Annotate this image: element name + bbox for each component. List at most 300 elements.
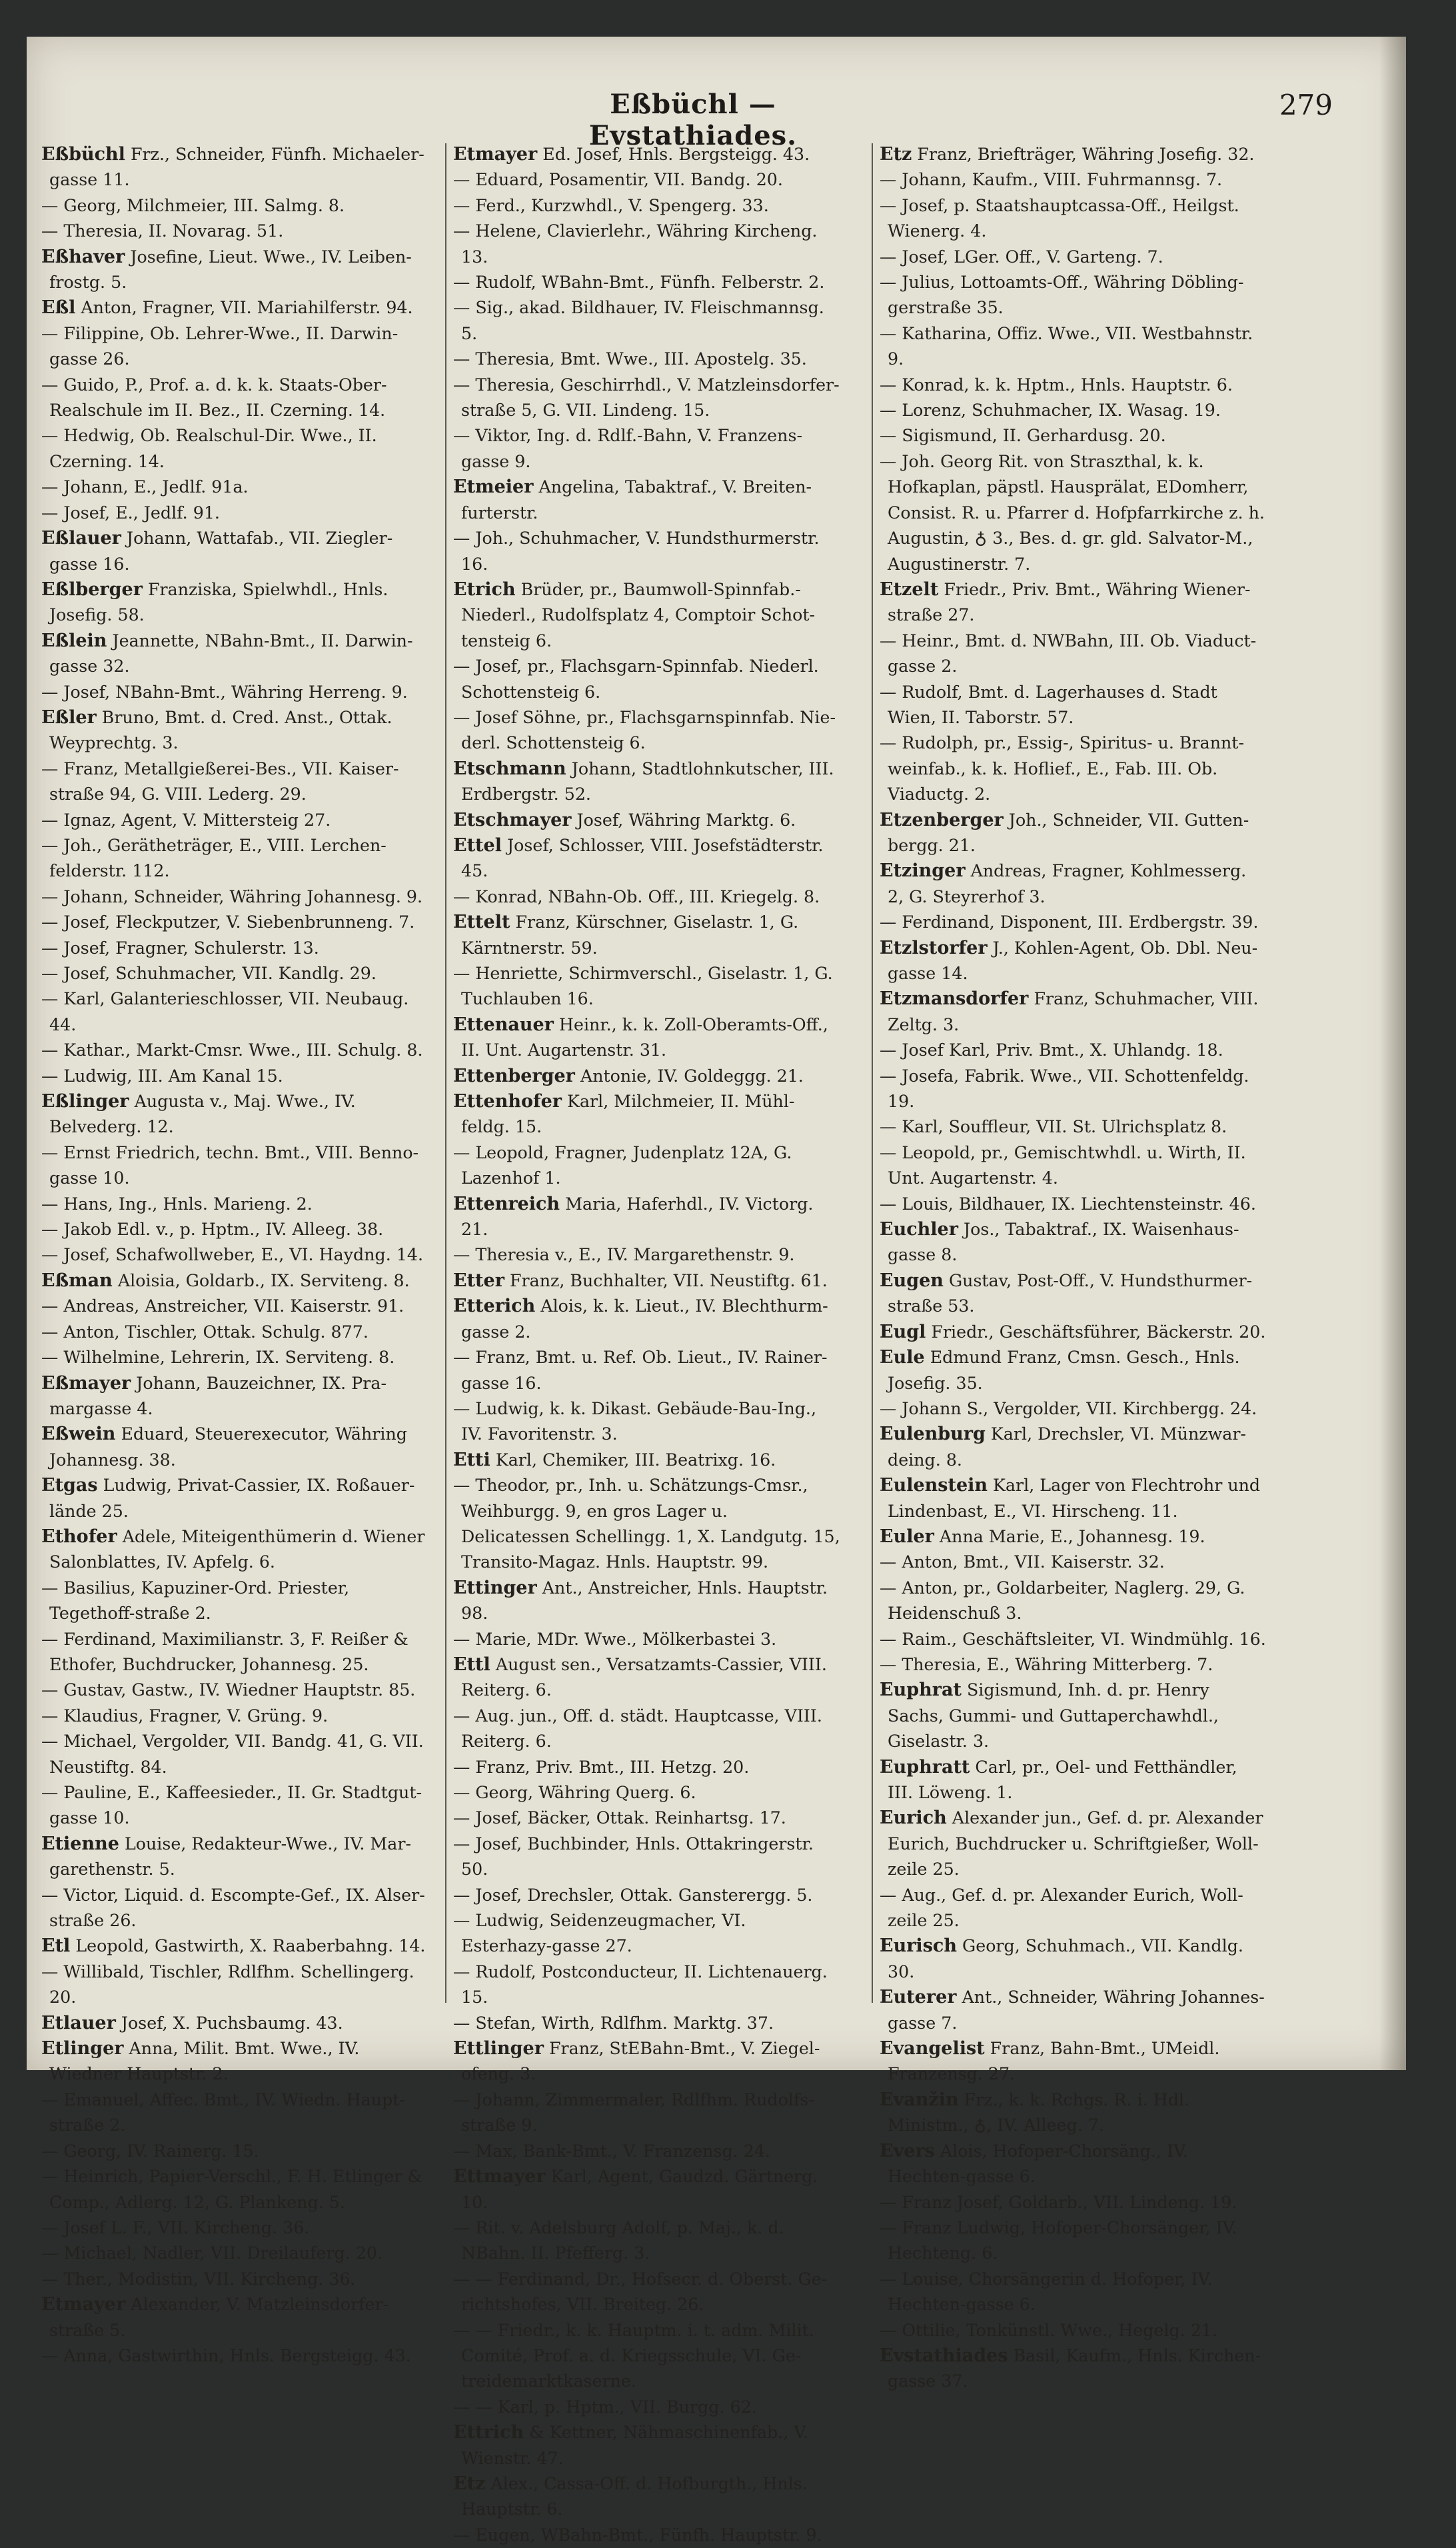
- entry-surname: Etmeier: [453, 477, 534, 498]
- entry-details: — Leopold, pr., Gemischtwhdl. u. Wirth, II. Unt. Augartenstr. 4.: [880, 1142, 1251, 1188]
- entry-surname: Eugen: [880, 1270, 944, 1291]
- directory-entry: [880, 423, 1267, 449]
- directory-entry: [453, 1089, 841, 1140]
- entry-surname: Eßhaver: [41, 246, 125, 267]
- entry-details: Basil, Kaufm., Hnls. Kirchen-gasse 37.: [888, 2345, 1261, 2391]
- directory-entry: [41, 1959, 429, 2011]
- entry-details: Alois, Hofoper-Chorsäng., IV. Hechten-gasse 6.: [888, 2141, 1193, 2187]
- directory-entry: [41, 1627, 429, 1678]
- directory-entry: [880, 1217, 1267, 1268]
- entry-surname: Etz: [880, 144, 912, 165]
- entry-surname: Etti: [453, 1449, 490, 1470]
- directory-entry: [880, 1755, 1267, 1806]
- entry-details: — Hedwig, Ob. Realschul-Dir. Wwe., II. Czerning. 14.: [41, 426, 382, 471]
- entry-details: Louise, Redakteur-Wwe., IV. Mar-garethenstr. 5.: [49, 1834, 412, 1880]
- directory-entry: [880, 142, 1267, 167]
- directory-entry: [880, 1627, 1267, 1652]
- directory-entry: [880, 858, 1267, 910]
- directory-entry: [453, 167, 841, 193]
- directory-entry: [453, 475, 841, 526]
- directory-entry: [453, 526, 841, 577]
- entry-details: — Joh., Gerätheträger, E., VIII. Lerchen-felderstr. 112.: [41, 835, 386, 881]
- directory-entry: [453, 2036, 841, 2087]
- directory-entry: [453, 347, 841, 372]
- directory-entry: [41, 295, 429, 321]
- directory-entry: [453, 2139, 841, 2164]
- directory-entry: [880, 1192, 1267, 1217]
- directory-entry: [880, 2267, 1267, 2318]
- entry-details: — Jakob Edl. v., p. Hptm., IV. Alleeg. 38.: [41, 1220, 384, 1240]
- directory-entry: [453, 2164, 841, 2215]
- entry-surname: Etzenberger: [880, 809, 1004, 830]
- directory-entry: [880, 730, 1267, 807]
- entry-details: — Franz Ludwig, Hofoper-Chorsänger, IV. Hechteng. 6.: [880, 2217, 1243, 2263]
- directory-entry: [880, 2215, 1267, 2267]
- entry-details: Sigismund, Inh. d. pr. Henry Sachs, Gummi- und Guttaperchawhdl., Giselastr. 3.: [888, 1680, 1224, 1752]
- entry-surname: Euchler: [880, 1219, 958, 1240]
- directory-entry: [41, 2139, 429, 2164]
- entry-details: — Marie, MDr. Wwe., Mölkerbastei 3.: [453, 1629, 777, 1649]
- directory-entry: [453, 2471, 841, 2523]
- directory-entry: [880, 270, 1267, 321]
- entry-details: Anna, Milit. Bmt. Wwe., IV. Wiedner Hauptstr. 2.: [49, 2039, 365, 2084]
- entry-details: Josef, Währing Marktg. 6.: [571, 810, 796, 830]
- directory-entry: [880, 2087, 1267, 2139]
- directory-entry: [41, 2292, 429, 2343]
- entry-details: Jos., Tabaktraf., IX. Waisenhaus-gasse 8.: [888, 1220, 1239, 1265]
- directory-entry: [453, 1268, 841, 1294]
- entry-surname: Evanžin: [880, 2089, 959, 2110]
- directory-entry: [880, 321, 1267, 373]
- entry-details: Alex., Cassa-Off. d. Hofburgth., Hnls. Hauptstr. 6.: [461, 2473, 813, 2519]
- entry-details: — Sig., akad. Bildhauer, IV. Fleischmannsg. 5.: [453, 298, 830, 343]
- directory-entry: [453, 756, 841, 808]
- directory-entry: [41, 1678, 429, 1703]
- entry-details: — Eduard, Posamentir, VII. Bandg. 20.: [453, 170, 783, 190]
- column-divider: [872, 143, 873, 2003]
- entry-details: — Anton, pr., Goldarbeiter, Naglerg. 29, G. Heidenschuß 3.: [880, 1578, 1251, 1624]
- entry-details: — Michael, Vergolder, VII. Bandg. 41, G. VII. Neustiftg. 84.: [41, 1732, 429, 1777]
- entry-details: — Rudolf, Postconducteur, II. Lichtenauerg. 15.: [453, 1961, 833, 2007]
- directory-entry: [880, 680, 1267, 731]
- entry-surname: Euterer: [880, 1987, 957, 2008]
- directory-entry: [453, 654, 841, 705]
- entry-details: — Georg, IV. Rainerg. 15.: [41, 2141, 259, 2161]
- entry-surname: Ettenberger: [453, 1065, 575, 1086]
- entry-details: — Ferdinand, Maximilianstr. 3, F. Reißer & Ethofer, Buchdrucker, Johannesg. 25.: [41, 1629, 414, 1674]
- directory-entry: [41, 526, 429, 577]
- directory-entry: [41, 2215, 429, 2241]
- entry-surname: Ettlinger: [453, 2038, 544, 2059]
- entry-details: & Kettner, Nähmaschinenfab., V. Wienstr. 47.: [461, 2423, 814, 2468]
- directory-entry: [453, 1064, 841, 1089]
- directory-entry: [41, 1192, 429, 1217]
- entry-details: — Sigismund, II. Gerhardusg. 20.: [880, 426, 1166, 446]
- entry-details: Augusta v., Maj. Wwe., IV. Belvederg. 12.: [49, 1092, 361, 1137]
- entry-details: — Konrad, NBahn-Ob. Off., III. Kriegelg. 8.: [453, 886, 820, 906]
- directory-entry: [453, 373, 841, 424]
- entry-details: — Anton, Bmt., VII. Kaiserstr. 32.: [880, 1552, 1165, 1572]
- directory-entry: [453, 2215, 841, 2267]
- entry-surname: Eule: [880, 1347, 925, 1368]
- entry-details: — Theodor, pr., Inh. u. Schätzungs-Cmsr., Weihburgg. 9, en gros Lager u. Delicatessen Schellingg. 1, X. Landgutg. 15, Transito-Magaz. Hnls. Hauptstr. 99.: [453, 1476, 846, 1572]
- entry-details: — Stefan, Wirth, Rdlfhm. Marktg. 37.: [453, 2013, 774, 2033]
- directory-entry: [880, 1422, 1267, 1473]
- directory-entry: [880, 373, 1267, 398]
- directory-entry: [880, 1345, 1267, 1396]
- directory-entry: [41, 833, 429, 884]
- entry-surname: Eßlinger: [41, 1091, 129, 1112]
- entry-surname: Etter: [453, 1270, 504, 1291]
- entry-surname: Etschmann: [453, 758, 566, 779]
- directory-entry: [41, 423, 429, 475]
- directory-entry: [41, 373, 429, 424]
- directory-entry: [41, 629, 429, 680]
- directory-entry: [453, 2087, 841, 2139]
- directory-entry: [453, 2395, 841, 2420]
- entry-details: — Louis, Bildhauer, IX. Liechtensteinstr. 46.: [880, 1194, 1256, 1214]
- entry-surname: Etzinger: [880, 860, 966, 882]
- directory-entry: [41, 1933, 429, 1959]
- directory-entry: [880, 1396, 1267, 1422]
- entry-surname: Eurich: [880, 1808, 947, 1829]
- directory-entry: [41, 2036, 429, 2087]
- directory-entry: [41, 577, 429, 629]
- entry-details: — Andreas, Anstreicher, VII. Kaiserstr. 91.: [41, 1296, 404, 1316]
- directory-entry: [880, 2036, 1267, 2087]
- entry-details: — Josef L. F., VII. Kircheng. 36.: [41, 2217, 310, 2237]
- entry-details: Jeannette, NBahn-Bmt., II. Darwin-gasse 32.: [49, 631, 413, 676]
- entry-details: — Josef Söhne, pr., Flachsgarnspinnfab. Nie-derl. Schottensteig 6.: [453, 707, 836, 753]
- entry-surname: Evangelist: [880, 2038, 985, 2059]
- entry-details: — Anton, Tischler, Ottak. Schulg. 877.: [41, 1322, 368, 1342]
- entry-details: J., Kohlen-Agent, Ob. Dbl. Neu-gasse 14.: [888, 938, 1258, 983]
- entry-details: — — Friedr., k. k. Hauptm. i. t. adm. Milit. Comité, Prof. a. d. Kriegsschule, VI. Ge-treidemarktkaserne.: [453, 2320, 820, 2391]
- entry-details: — Johann, E., Jedlf. 91a.: [41, 477, 249, 497]
- directory-entry: [453, 1959, 841, 2011]
- directory-entry: [880, 910, 1267, 935]
- directory-entry: [41, 936, 429, 961]
- entry-details: Franz, StEBahn-Bmt., V. Ziegel-ofeng. 3.: [461, 2039, 820, 2084]
- entry-details: — Willibald, Tischler, Rdlfhm. Schellingerg. 20.: [41, 1961, 420, 2007]
- directory-entry: [453, 193, 841, 219]
- entry-details: — Joh. Georg Rit. von Straszthal, k. k. Hofkaplan, päpstl. Hausprälat, EDomherr, Consist. R. u. Pfarrer d. Hofpfarrkirche z. h. Augustin, ♁ 3., Bes. d. gr. gld. Salvator-M., Augustinerstr. 7.: [880, 451, 1270, 574]
- directory-entry: [453, 1908, 841, 1959]
- directory-entry: [41, 1780, 429, 1832]
- entry-details: — Heinrich, Papier-Verschl., F. H. Etlinger & Comp., Adlerg. 12, G. Plankeng. 5.: [41, 2167, 428, 2212]
- directory-entry: [453, 1396, 841, 1448]
- entry-surname: Etlinger: [41, 2038, 124, 2059]
- entry-details: Heinr., k. k. Zoll-Oberamts-Off., II. Unt. Augartenstr. 31.: [461, 1014, 834, 1060]
- directory-entry: [41, 1140, 429, 1192]
- directory-entry: [41, 321, 429, 373]
- directory-entry: [880, 167, 1267, 193]
- directory-entry: [880, 577, 1267, 629]
- entry-details: Karl, Drechsler, VI. Münzwar-deing. 8.: [888, 1424, 1246, 1470]
- directory-entry: [880, 1652, 1267, 1678]
- directory-entry: [453, 219, 841, 270]
- directory-entry: [453, 1473, 846, 1576]
- entry-details: Ant., Schneider, Währing Johannes-gasse 7.: [888, 1987, 1265, 2033]
- entry-details: — Franz, Priv. Bmt., III. Hetzg. 20.: [453, 1757, 750, 1777]
- entry-details: — Filippine, Ob. Lehrer-Wwe., II. Darwin-gasse 26.: [41, 323, 398, 369]
- entry-details: Gustav, Post-Off., V. Hundsthurmer-straße 53.: [888, 1270, 1253, 1316]
- entry-details: — Josef, Bäcker, Ottak. Reinhartsg. 17.: [453, 1808, 786, 1828]
- entry-details: — Johann S., Vergolder, VII. Kirchbergg. 24.: [880, 1398, 1257, 1418]
- entry-surname: Eulenstein: [880, 1475, 988, 1496]
- entry-surname: Eßman: [41, 1270, 113, 1291]
- entry-details: Georg, Schuhmach., VII. Kandlg. 30.: [888, 1936, 1249, 1981]
- directory-entry: [41, 193, 429, 219]
- entry-details: — Johann, Zimmermaler, Rdlfhm. Rudolfs-straße 9.: [453, 2089, 814, 2135]
- directory-entry: [41, 1704, 429, 1729]
- directory-entry: [880, 1320, 1267, 1345]
- directory-entry: [453, 1448, 841, 1473]
- directory-entry: [453, 2267, 841, 2318]
- directory-entry: [41, 1268, 429, 1294]
- entry-surname: Euler: [880, 1526, 934, 1547]
- entry-details: Frz., Schneider, Fünfh. Michaeler-gasse 11.: [49, 145, 424, 190]
- directory-entry: [453, 1627, 841, 1652]
- entry-surname: Euphrat: [880, 1680, 962, 1701]
- directory-entry: [880, 398, 1267, 423]
- entry-surname: Evstathiades: [880, 2345, 1008, 2366]
- directory-entry: [41, 245, 429, 296]
- directory-entry: [880, 193, 1267, 245]
- entry-details: Josef, X. Puchsbaumg. 43.: [115, 2013, 343, 2033]
- directory-entry: [880, 2318, 1267, 2343]
- entry-details: — Josef, E., Jedlf. 91.: [41, 503, 220, 523]
- entry-surname: Etrich: [453, 579, 516, 600]
- entry-details: — Josef, Buchbinder, Hnls. Ottakringerstr. 50.: [453, 1834, 819, 1880]
- entry-details: Brüder, pr., Baumwoll-Spinnfab.-Niederl., Rudolfsplatz 4, Comptoir Schot-tensteig 6.: [461, 579, 816, 650]
- entry-details: — Ernst Friedrich, techn. Bmt., VIII. Benno-gasse 10.: [41, 1142, 419, 1188]
- directory-entry: [41, 2343, 429, 2369]
- entry-surname: Eßbüchl: [41, 144, 125, 165]
- entry-details: — Katharina, Offiz. Wwe., VII. Westbahnstr. 9.: [880, 323, 1259, 369]
- entry-surname: Eßwein: [41, 1424, 116, 1445]
- directory-entry: [453, 1652, 841, 1704]
- entry-details: — Josef, Schuhmacher, VII. Kandlg. 29.: [41, 964, 376, 983]
- directory-entry: [41, 2087, 429, 2139]
- entry-details: — Kathar., Markt-Cmsr. Wwe., III. Schulg. 8.: [41, 1040, 423, 1060]
- entry-details: — Wilhelmine, Lehrerin, IX. Serviteng. 8.: [41, 1348, 395, 1368]
- directory-entry: [41, 1064, 429, 1089]
- entry-details: — Josef, Fragner, Schulerstr. 13.: [41, 938, 319, 958]
- entry-details: — Basilius, Kapuziner-Ord. Priester, Tegethoff-straße 2.: [41, 1578, 355, 1624]
- entry-surname: Etzlstorfer: [880, 937, 988, 958]
- directory-entry: [880, 1806, 1267, 1882]
- entry-surname: Ettl: [453, 1654, 490, 1675]
- entry-details: Angelina, Tabaktraf., V. Breiten-furterstr.: [461, 477, 812, 523]
- entry-details: — Lorenz, Schuhmacher, IX. Wasag. 19.: [880, 401, 1221, 421]
- column-divider: [445, 143, 446, 2003]
- entry-details: Josef, Schlosser, VIII. Josefstädterstr. 45.: [461, 835, 829, 881]
- entry-details: Andreas, Fragner, Kohlmesserg. 2, G. Steyrerhof 3.: [888, 861, 1252, 906]
- running-title: Eßbüchl — Evstathiades.: [588, 89, 798, 151]
- entry-details: Friedr., Geschäftsführer, Bäckerstr. 20.: [926, 1322, 1266, 1342]
- directory-entry: [880, 1933, 1267, 1985]
- directory-entry: [41, 1217, 429, 1242]
- entry-details: — Ferd., Kurzwhdl., V. Spengerg. 33.: [453, 195, 769, 215]
- directory-entry: [880, 808, 1267, 859]
- directory-entry: [41, 961, 429, 986]
- entry-surname: Euphratt: [880, 1756, 970, 1778]
- directory-entry: [41, 1294, 429, 1319]
- directory-entry: [41, 1729, 429, 1780]
- entry-details: Ed. Josef, Hnls. Bergsteigg. 43.: [537, 145, 810, 164]
- directory-entry: [880, 629, 1267, 680]
- entry-surname: Etmayer: [41, 2294, 126, 2315]
- directory-entry: [453, 2420, 841, 2471]
- entry-surname: Ethofer: [41, 1526, 117, 1547]
- entry-surname: Etmayer: [453, 144, 538, 165]
- directory-entry: [41, 884, 429, 910]
- entry-details: — Heinr., Bmt. d. NWBahn, III. Ob. Viaduct-gasse 2.: [880, 631, 1257, 676]
- entry-details: Joh., Schneider, VII. Gutten-bergg. 21.: [888, 810, 1249, 855]
- entry-details: Frz., k. k. Rchgs. R. i. Hdl. Ministm., ♁, IV. Alleeg. 7.: [888, 2089, 1195, 2135]
- directory-entry: [880, 1114, 1267, 1140]
- entry-details: — Rudolf, Bmt. d. Lagerhauses d. Stadt Wien, II. Taborstr. 57.: [880, 682, 1223, 727]
- entry-details: — Ludwig, k. k. Dikast. Gebäude-Bau-Ing., IV. Favoritenstr. 3.: [453, 1398, 822, 1444]
- entry-details: — Rit. v. Adelsburg Adolf, p. Maj., k. d. NBahn. II. Pfefferg. 3.: [453, 2217, 790, 2263]
- entry-details: — Josef, LGer. Off., V. Garteng. 7.: [880, 247, 1163, 267]
- directory-entry: [880, 2190, 1267, 2215]
- directory-entry: [453, 1704, 841, 1755]
- directory-entry: [41, 986, 429, 1038]
- directory-entry: [453, 1755, 841, 1780]
- entry-surname: Ettmayer: [453, 2166, 546, 2187]
- directory-entry: [41, 1371, 429, 1422]
- directory-entry: [880, 1883, 1267, 1934]
- entry-details: — Theresia, Bmt. Wwe., III. Apostelg. 35.: [453, 349, 807, 369]
- directory-entry: [453, 1832, 841, 1883]
- entry-details: Alexander jun., Gef. d. pr. Alexander Eurich, Buchdrucker u. Schriftgießer, Woll-zeile 25.: [888, 1808, 1269, 1880]
- entry-details: — — Ferdinand, Dr., Hofsecr. d. Oberst. Ge-richtshofes, VII. Breiteg. 26.: [453, 2269, 828, 2315]
- entry-surname: Eßlauer: [41, 528, 121, 549]
- entry-details: — Raim., Geschäftsleiter, VI. Windmühlg. 16.: [880, 1629, 1266, 1649]
- directory-entry: [41, 1576, 429, 1627]
- directory-entry: [880, 245, 1267, 270]
- directory-entry: [453, 270, 841, 295]
- directory-entry: [41, 1038, 429, 1063]
- directory-entry: [880, 1140, 1267, 1192]
- directory-entry: [453, 1294, 841, 1345]
- entry-details: Alexander, V. Matzleinsdorfer-straße 5.: [49, 2295, 389, 2340]
- entry-surname: Eßlein: [41, 630, 107, 651]
- entry-surname: Eßl: [41, 297, 76, 319]
- entry-details: — Hans, Ing., Hnls. Marieng. 2.: [41, 1194, 313, 1214]
- directory-entry: [453, 423, 841, 475]
- entry-details: — Karl, Souffleur, VII. St. Ulrichsplatz 8.: [880, 1117, 1227, 1137]
- directory-entry: [453, 1883, 841, 1908]
- directory-entry: [880, 986, 1267, 1038]
- entry-details: — Josef, Fleckputzer, V. Siebenbrunneng. 7.: [41, 912, 415, 932]
- directory-page: [27, 37, 1406, 2545]
- directory-entry: [880, 1473, 1267, 1524]
- entry-surname: Etschmayer: [453, 809, 572, 830]
- directory-entry: [880, 2343, 1267, 2395]
- directory-entry: [880, 1985, 1267, 2036]
- entry-surname: Etz: [453, 2473, 486, 2494]
- directory-entry: [41, 219, 429, 244]
- entry-details: Karl, Lager von Flechtrohr und Lindenbast, E., VI. Hirscheng. 11.: [888, 1476, 1266, 1521]
- page-number: 279: [1279, 89, 1333, 121]
- entry-details: — Leopold, Fragner, Judenplatz 12A, G. Lazenhof 1.: [453, 1142, 798, 1188]
- entry-details: Franz, Buchhalter, VII. Neustiftg. 61.: [504, 1270, 828, 1290]
- directory-entry: [880, 1268, 1267, 1320]
- entry-details: Ludwig, Privat-Cassier, IX. Roßauer-lände 25.: [49, 1476, 415, 1521]
- directory-entry: [453, 961, 841, 1012]
- directory-entry: [880, 449, 1270, 577]
- entry-details: Carl, pr., Oel- und Fetthändler, III. Löweng. 1.: [888, 1757, 1243, 1802]
- entry-details: — Josef, p. Staatshauptcassa-Off., Heilgst. Wienerg. 4.: [880, 195, 1245, 241]
- entry-surname: Etzmansdorfer: [880, 988, 1029, 1010]
- entry-surname: Ettenreich: [453, 1193, 560, 1214]
- entry-details: Friedr., Priv. Bmt., Währing Wiener-straße 27.: [888, 579, 1251, 625]
- directory-entry: [41, 1320, 429, 1345]
- entry-details: Alois, k. k. Lieut., IV. Blechthurm-gasse 2.: [461, 1296, 828, 1342]
- entry-details: Franz, Briefträger, Währing Josefig. 32.: [912, 145, 1255, 164]
- page-header: [27, 89, 1333, 151]
- directory-entry: [880, 936, 1267, 987]
- directory-entry: [41, 1473, 429, 1524]
- entry-details: — Josef, pr., Flachsgarn-Spinnfab. Niederl. Schottensteig 6.: [453, 656, 824, 702]
- entry-details: — Guido, P., Prof. a. d. k. k. Staats-Ober-Realschule im II. Bez., II. Czerning. 14.: [41, 375, 387, 421]
- entry-details: Karl, Milchmeier, II. Mühl-feldg. 15.: [461, 1092, 795, 1137]
- directory-entry: [41, 1422, 429, 1473]
- entry-surname: Etlauer: [41, 2012, 116, 2033]
- entry-details: Johann, Bauzeichner, IX. Pra-margasse 4.: [49, 1373, 387, 1418]
- directory-entry: [453, 295, 841, 347]
- directory-entry: [41, 2267, 429, 2292]
- entry-surname: Etzelt: [880, 579, 939, 600]
- entry-details: — Theresia v., E., IV. Margarethenstr. 9.: [453, 1245, 795, 1265]
- entry-details: — Franz, Bmt. u. Ref. Ob. Lieut., IV. Rainer-gasse 16.: [453, 1348, 828, 1393]
- entry-details: Johann, Wattafab., VII. Ziegler-gasse 16.: [49, 529, 393, 574]
- entry-surname: Etterich: [453, 1296, 536, 1317]
- entry-details: — Ottilie, Tonkünstl. Wwe., Hegelg. 21.: [880, 2320, 1217, 2340]
- directory-column-2: [453, 142, 846, 2548]
- entry-details: — Ferdinand, Disponent, III. Erdbergstr. 39.: [880, 912, 1259, 932]
- entry-details: Anton, Fragner, VII. Mariahilferstr. 94.: [75, 298, 413, 318]
- directory-entry: [453, 1345, 841, 1396]
- directory-entry: [453, 1192, 841, 1243]
- entry-details: — Karl, Galanterieschlosser, VII. Neubaug. 44.: [41, 989, 414, 1034]
- entry-details: Edmund Franz, Cmsn. Gesch., Hnls. Josefig. 35.: [888, 1348, 1245, 1393]
- entry-details: — Gustav, Gastw., IV. Wiedner Hauptstr. 85.: [41, 1680, 416, 1700]
- entry-details: — Viktor, Ing. d. Rdlf.-Bahn, V. Franzens-gasse 9.: [453, 426, 802, 471]
- entry-surname: Ettenauer: [453, 1014, 554, 1035]
- entry-details: — Franz, Metallgießerei-Bes., VII. Kaiser-straße 94, G. VIII. Lederg. 29.: [41, 758, 399, 804]
- directory-column-3: [880, 142, 1270, 2395]
- entry-details: Franziska, Spielwhdl., Hnls. Josefig. 58.: [49, 579, 394, 625]
- entry-details: — Georg, Milchmeier, III. Salmg. 8.: [41, 195, 345, 215]
- directory-entry: [41, 808, 429, 833]
- entry-surname: Etl: [41, 1935, 71, 1957]
- directory-entry: [41, 680, 429, 705]
- entry-details: — Ignaz, Agent, V. Mittersteig 27.: [41, 810, 331, 830]
- entry-surname: Ettinger: [453, 1577, 537, 1598]
- entry-details: — Franz Josef, Goldarb., VII. Lindeng. 19.: [880, 2192, 1237, 2212]
- directory-entry: [453, 705, 841, 756]
- entry-surname: Eurisch: [880, 1935, 957, 1957]
- directory-column-1: [41, 142, 429, 2369]
- entry-details: — Eugen, WBahn-Bmt., Fünfh. Hauptstr. 9.: [453, 2525, 822, 2545]
- entry-details: Karl, Agent, Gaudzd. Gärtnerg. 10.: [461, 2167, 824, 2212]
- entry-details: Franz, Kürschner, Giselastr. 1, G. Kärntnerstr. 59.: [461, 912, 804, 958]
- entry-surname: Eßler: [41, 706, 97, 728]
